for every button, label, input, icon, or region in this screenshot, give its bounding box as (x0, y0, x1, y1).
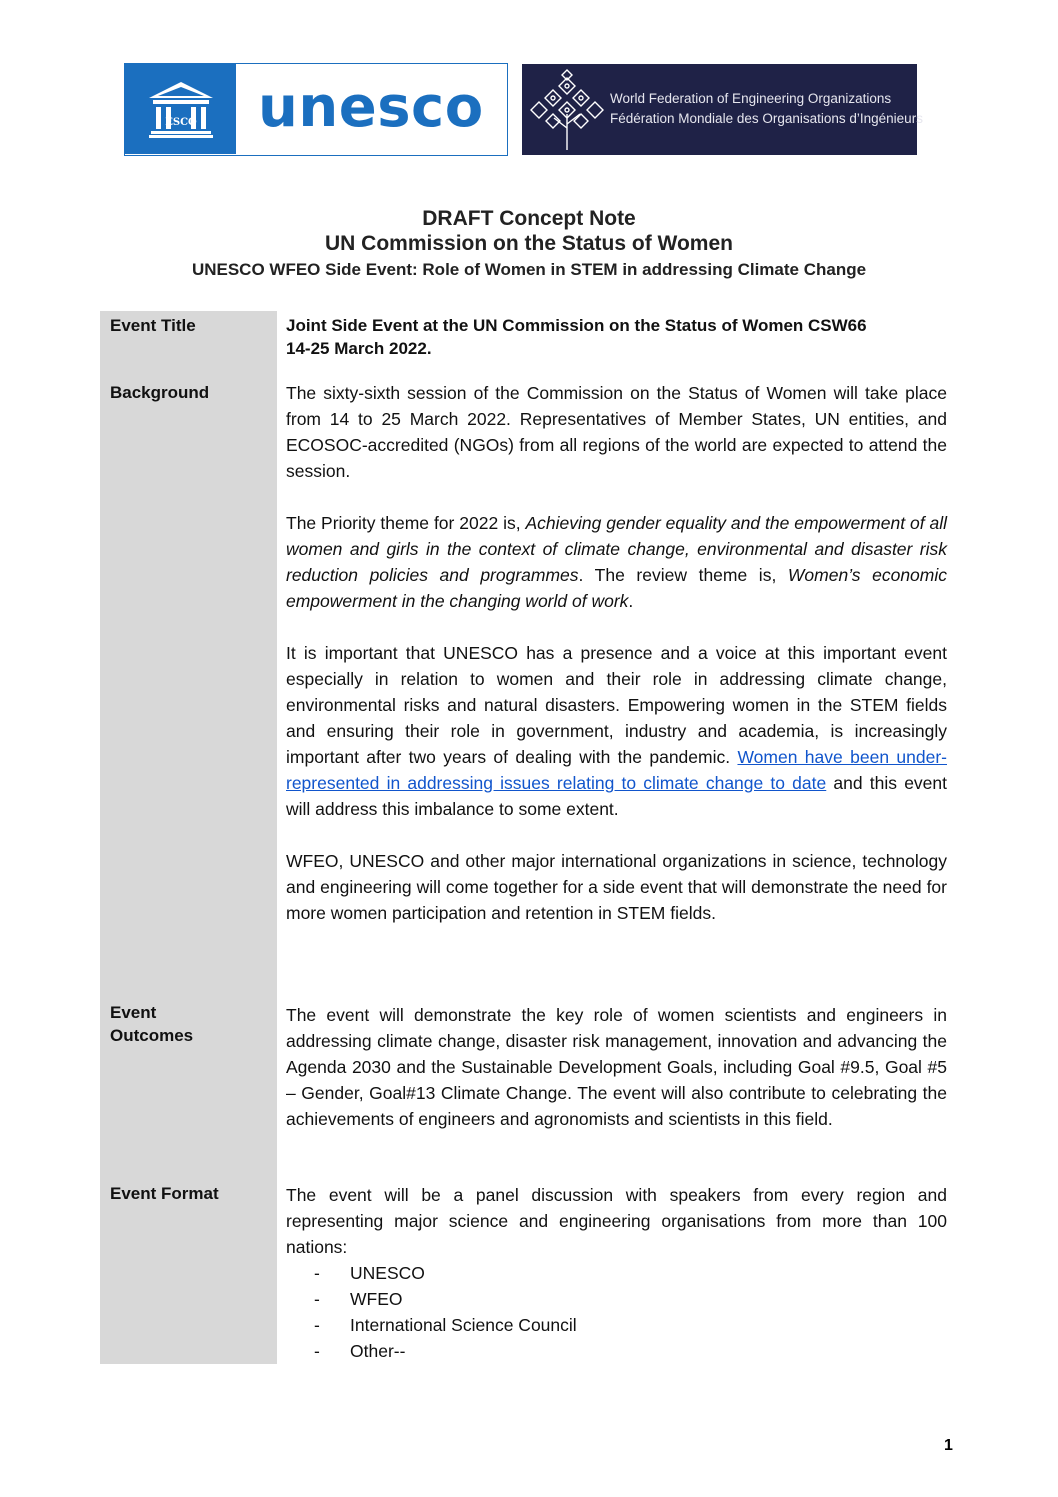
label-event-outcomes-line2: Outcomes (110, 1026, 194, 1045)
label-event-outcomes (110, 1001, 270, 1047)
background-paragraph-2 (286, 510, 947, 614)
document-title: DRAFT Concept Note (422, 207, 636, 230)
p2-mid: . The review theme is, (578, 565, 788, 585)
unesco-logo (124, 63, 508, 156)
page-number: 1 (944, 1437, 953, 1454)
wfeo-name (610, 89, 923, 129)
wfeo-logo (522, 64, 923, 155)
background-paragraph-1: The sixty-sixth session of the Commission on the Status of Women will take place from 14 to 25 March 2022. Representatives of Member States, UN entities, and ECOSOC-accredited (NGOs) from all regions of the world are expected to attend the session. (286, 383, 947, 481)
background-text (286, 380, 947, 926)
list-item: - Other-- (314, 1341, 406, 1361)
under-representation-link[interactable]: Women have been under-represented in addressing issues relating to climate change to date (286, 747, 947, 793)
event-title-line2: 14-25 March 2022. (286, 339, 432, 358)
wfeo-name-en: World Federation of Engineering Organizations (610, 91, 892, 106)
event-format-text: The event will be a panel discussion with speakers from every region and representing major science and engineering organisations from more than 100 nations: (286, 1185, 947, 1257)
priority-theme: Achieving gender equality and the empowerment of all women and girls in the context of climate change, environmental and disaster risk reduction policies and programmes (286, 513, 947, 585)
list-item: - International Science Council (314, 1315, 577, 1335)
event-outcomes-text: The event will demonstrate the key role of women scientists and engineers in addressing climate change, disaster risk management, innovation and advancing the Agenda 2030 and the Sustainable Development Goals, including Goal #9.5, Goal #5 – Gender, Goal#13 Climate Change. The event will also contribute to celebrating the achievements of engineers and agronomists and scientists in this field. (286, 1005, 947, 1129)
list-item: - UNESCO (314, 1263, 425, 1283)
event-format-section (286, 1182, 947, 1364)
wfeo-name-fr: Fédération Mondiale des Organisations d’Ingénieurs (610, 111, 923, 126)
organisation-list (286, 1260, 947, 1364)
svg-text:ESCO: ESCO (165, 117, 197, 128)
wfeo-tree-icon (528, 68, 606, 152)
label-event-format: Event Format (110, 1184, 219, 1203)
review-theme: Women’s economic empowerment in the changing world of work (286, 565, 948, 611)
list-item: - WFEO (314, 1289, 403, 1309)
event-title-text (286, 314, 947, 360)
label-event-title: Event Title (110, 316, 196, 335)
p3-post: and this event will address this imbalance to some extent. (286, 773, 947, 819)
label-column (100, 311, 277, 1364)
p3-pre: It is important that UNESCO has a presence and a voice at this important event especially in relation to women and their role in addressing climate change, environmental risks and natural disasters. Empowering women in the STEM fields and ensuring their role in government, industry and academia, is increasingly important after two years of dealing with the pandemic. (286, 643, 947, 767)
background-paragraph-3 (286, 640, 947, 822)
document-subtitle: UN Commission on the Status of Women (325, 232, 733, 255)
unesco-wordmark: unesco (258, 75, 484, 140)
p2-end: . (628, 591, 634, 611)
p2-pre: The Priority theme for 2022 is, (286, 513, 526, 533)
label-background: Background (110, 383, 210, 402)
event-title-line1: Joint Side Event at the UN Commission on the Status of Women CSW66 (286, 316, 867, 335)
document-headings (0, 206, 1058, 282)
unesco-temple-icon (125, 64, 236, 154)
label-event-outcomes-line1: Event (110, 1003, 157, 1022)
event-heading: UNESCO WFEO Side Event: Role of Women in STEM in addressing Climate Change (191, 260, 867, 279)
background-paragraph-4: WFEO, UNESCO and other major international organizations in science, technology and engineering will come together for a side event that will demonstrate the need for more women participation and retention in STEM fields. (286, 851, 947, 923)
